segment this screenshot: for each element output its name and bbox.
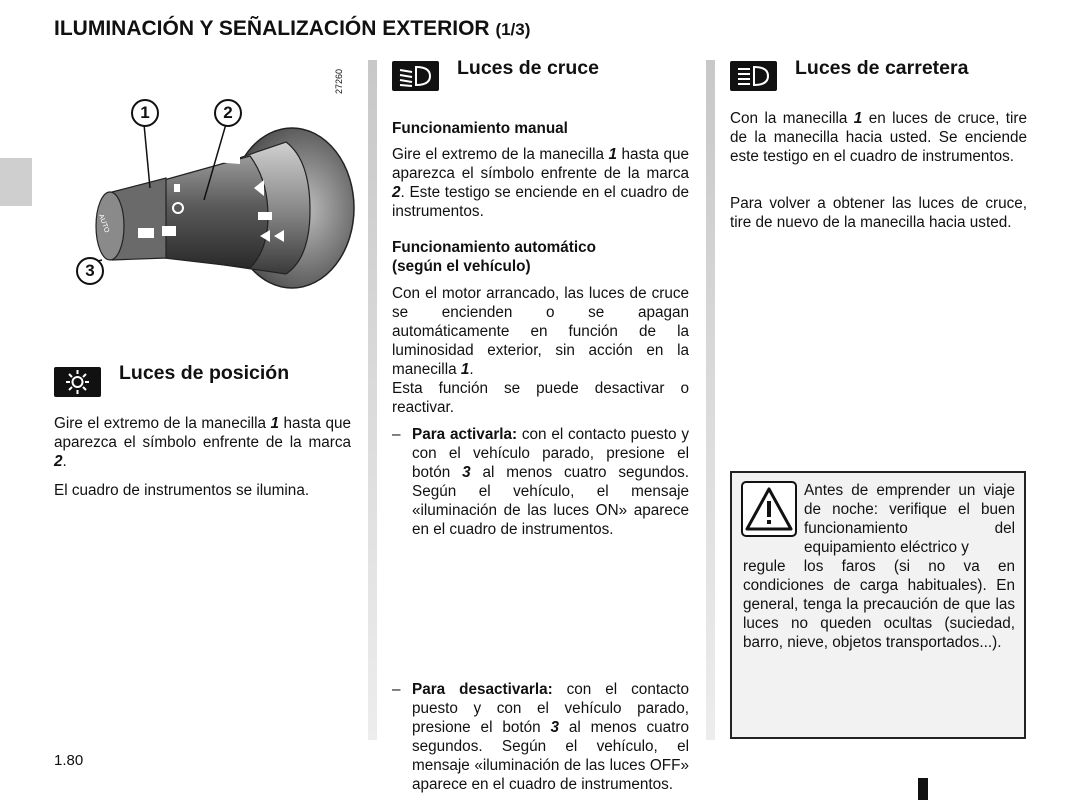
manual-operation-text: Gire el extremo de la manecilla 1 hasta que aparezca el símbolo enfrente de la marca 2. Este testigo se enciende en el cuadro de instrumentos.	[392, 146, 689, 220]
position-lights-heading: Luces de posición	[119, 362, 290, 384]
deactivate-instruction: – Para desactivarla: con el contacto puesto y con el vehículo parado, presione el botón 3 al menos cuatro segundos. Según el vehículo, el mensaje «iluminación de las luces OFF» aparece en el cuadro de instrumentos.	[392, 680, 689, 794]
column-divider	[706, 60, 715, 740]
light-stalk-figure	[54, 60, 364, 300]
activate-instruction: – Para activarla: con el contacto puesto y con el vehículo parado, presione el botón 3 al menos cuatro segundos. Según el vehículo, el mensaje «iluminación de las luces ON» aparece en el cuadro de instrumentos.	[392, 425, 689, 539]
figure-ref-code: 27260	[334, 68, 344, 94]
page-number: 1.80	[54, 752, 84, 769]
callout-1: 1	[131, 99, 159, 127]
high-beam-text-2: Para volver a obtener las luces de cruce, tire de nuevo de la manecilla hacia usted.	[730, 195, 1027, 231]
section-end-mark	[918, 778, 928, 800]
high-beam-icon	[730, 61, 777, 91]
high-beam-heading: Luces de carretera	[795, 57, 969, 79]
position-lights-text-2: El cuadro de instrumentos se ilumina.	[54, 482, 310, 499]
auto-operation-text: Con el motor arrancado, las luces de cruce se encienden o se apagan automáticamente en función de la luminosidad exterior, sin acción en la manecilla 1. Esta función se puede desactivar o reactivar.	[392, 285, 689, 416]
callout-3: 3	[76, 257, 104, 285]
auto-operation-heading: Funcionamiento automático (según el vehículo)	[392, 239, 596, 275]
page-title	[54, 17, 530, 41]
callout-2: 2	[214, 99, 242, 127]
low-beam-icon	[392, 61, 439, 91]
high-beam-text-1: Con la manecilla 1 en luces de cruce, tire de la manecilla hacia usted. Se enciende este testigo en el cuadro de instrumentos.	[730, 110, 1027, 165]
warning-text-rest: regule los faros (si no va en condiciones de carga habituales). En general, tenga la precaución de que las luces no queden ocultas (suciedad, barro, nieve, objetos transportados...).	[743, 558, 1015, 651]
section-tab	[0, 158, 32, 206]
manual-operation-heading: Funcionamiento manual	[392, 120, 568, 137]
position-lights-text-1: Gire el extremo de la manecilla 1 hasta que aparezca el símbolo enfrente de la marca 2.	[54, 415, 351, 470]
warning-text-top: Antes de emprender un viaje de noche: verifique el buen funcionamiento del equipamiento eléctrico y	[804, 482, 1015, 556]
column-divider	[368, 60, 377, 740]
low-beam-heading: Luces de cruce	[457, 57, 599, 79]
page-title-main: ILUMINACIÓN Y SEÑALIZACIÓN EXTERIOR	[54, 17, 490, 40]
warning-triangle-icon	[741, 481, 797, 537]
auto-label: AUTO	[96, 213, 111, 234]
page-title-sub: (1/3)	[495, 20, 531, 39]
position-lights-icon	[54, 367, 101, 397]
warning-box	[730, 471, 1026, 739]
